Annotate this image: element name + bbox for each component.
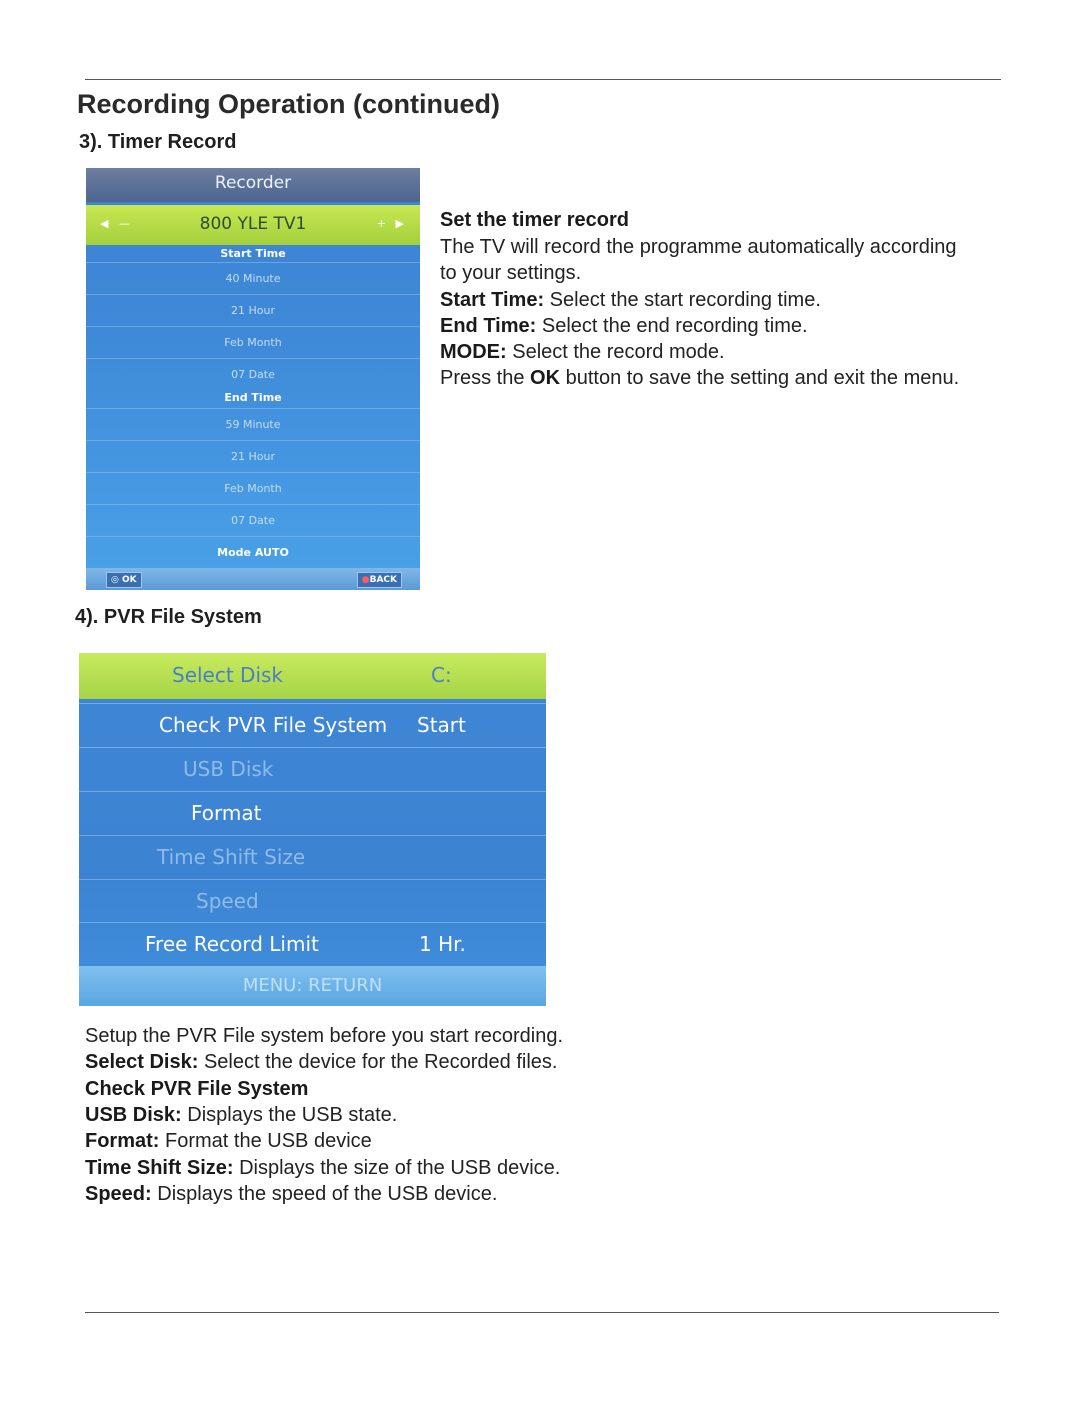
ok-button[interactable] bbox=[106, 572, 142, 588]
back-icon: ● bbox=[361, 575, 370, 585]
mode-label: MODE: bbox=[440, 341, 507, 363]
check-pvr-row[interactable] bbox=[79, 703, 546, 747]
section-heading-timer-record: 3). Timer Record bbox=[79, 131, 237, 153]
start-hour-row[interactable]: 21 Hour bbox=[86, 294, 420, 326]
ok-icon: ◎ bbox=[111, 575, 119, 585]
free-record-limit-value: 1 Hr. bbox=[419, 932, 466, 956]
select-disk-desc-label: Select Disk: bbox=[85, 1051, 199, 1073]
start-time-text: Select the start recording time. bbox=[544, 289, 821, 311]
speed-desc bbox=[85, 1183, 497, 1206]
start-time-label: Start Time: bbox=[440, 289, 545, 311]
end-time-label: End Time: bbox=[440, 315, 537, 337]
free-record-limit-row[interactable] bbox=[79, 922, 546, 966]
check-pvr-value: Start bbox=[417, 713, 466, 737]
timer-heading bbox=[440, 209, 629, 232]
top-rule bbox=[85, 79, 1001, 80]
format-desc bbox=[85, 1130, 372, 1153]
usb-disk-desc-text: Displays the USB state. bbox=[181, 1104, 398, 1126]
end-time-heading: End Time bbox=[224, 391, 282, 404]
start-time-heading: Start Time bbox=[220, 247, 286, 260]
mode-text: Select the record mode. bbox=[506, 341, 725, 363]
end-minute-row[interactable]: 59 Minute bbox=[86, 408, 420, 440]
plus-icon: + bbox=[376, 217, 386, 230]
speed-desc-label: Speed: bbox=[85, 1183, 152, 1205]
recorder-footer bbox=[86, 568, 420, 590]
select-disk-desc-text: Select the device for the Recorded files. bbox=[198, 1051, 558, 1073]
format-desc-text: Format the USB device bbox=[159, 1130, 372, 1152]
time-shift-desc bbox=[85, 1157, 560, 1180]
right-arrow-icon[interactable]: ▶ bbox=[395, 217, 404, 230]
minus-icon: — bbox=[119, 217, 130, 230]
time-shift-desc-text: Displays the size of the USB device. bbox=[233, 1157, 561, 1179]
start-month-row[interactable]: Feb Month bbox=[86, 326, 420, 358]
speed-label: Speed bbox=[196, 889, 259, 913]
speed-desc-text: Displays the speed of the USB device. bbox=[151, 1183, 498, 1205]
channel-name: 800 YLE TV1 bbox=[199, 214, 307, 234]
pvr-screen bbox=[79, 653, 546, 1006]
check-pvr-desc-label: Check PVR File System bbox=[85, 1078, 309, 1100]
select-disk-desc bbox=[85, 1051, 557, 1074]
format-label: Format bbox=[191, 801, 262, 825]
speed-row bbox=[79, 879, 546, 923]
section-heading-pvr-file-system: 4). PVR File System bbox=[75, 606, 262, 628]
mode-desc bbox=[440, 341, 725, 364]
back-button[interactable] bbox=[357, 572, 402, 588]
check-pvr-desc bbox=[85, 1078, 308, 1101]
press-pre: Press the bbox=[440, 367, 531, 389]
recorder-screen bbox=[86, 168, 420, 590]
time-shift-row bbox=[79, 835, 546, 879]
end-hour-row[interactable]: 21 Hour bbox=[86, 440, 420, 472]
bottom-rule bbox=[85, 1312, 999, 1313]
start-time-desc bbox=[440, 289, 821, 312]
channel-selector[interactable] bbox=[86, 205, 420, 245]
usb-disk-row bbox=[79, 747, 546, 791]
menu-return-hint: MENU: RETURN bbox=[242, 975, 383, 996]
check-pvr-label: Check PVR File System bbox=[159, 713, 388, 737]
time-shift-label: Time Shift Size bbox=[157, 845, 306, 869]
recorder-title: Recorder bbox=[86, 168, 420, 202]
press-post: button to save the setting and exit the menu. bbox=[560, 367, 960, 389]
usb-disk-desc-label: USB Disk: bbox=[85, 1104, 182, 1126]
select-disk-value: C: bbox=[431, 663, 452, 687]
format-row[interactable] bbox=[79, 791, 546, 835]
end-date-row[interactable]: 07 Date bbox=[86, 504, 420, 536]
time-shift-desc-label: Time Shift Size: bbox=[85, 1157, 234, 1179]
pvr-footer bbox=[79, 966, 546, 1006]
format-desc-label: Format: bbox=[85, 1130, 160, 1152]
usb-disk-desc bbox=[85, 1104, 397, 1127]
timer-line-1: The TV will record the programme automatically according bbox=[440, 236, 957, 258]
free-record-limit-label: Free Record Limit bbox=[145, 932, 319, 956]
press-ok-desc bbox=[440, 367, 959, 390]
pvr-intro: Setup the PVR File system before you start recording. bbox=[85, 1025, 563, 1047]
end-time-text: Select the end recording time. bbox=[536, 315, 808, 337]
left-arrow-icon[interactable]: ◀ bbox=[100, 217, 109, 230]
press-ok: OK bbox=[530, 367, 561, 389]
page-title: Recording Operation (continued) bbox=[77, 89, 500, 119]
start-date-row[interactable]: 07 Date bbox=[86, 358, 420, 390]
mode-row[interactable]: Mode AUTO bbox=[86, 536, 420, 568]
ok-label: OK bbox=[122, 575, 137, 585]
select-disk-row[interactable] bbox=[79, 653, 546, 699]
end-time-desc bbox=[440, 315, 808, 338]
back-label: BACK bbox=[369, 575, 397, 585]
usb-disk-label: USB Disk bbox=[183, 757, 274, 781]
end-month-row[interactable]: Feb Month bbox=[86, 472, 420, 504]
start-minute-row[interactable]: 40 Minute bbox=[86, 262, 420, 294]
timer-heading-text: Set the timer record bbox=[440, 209, 629, 231]
select-disk-label: Select Disk bbox=[172, 663, 284, 687]
timer-line-2: to your settings. bbox=[440, 262, 582, 284]
